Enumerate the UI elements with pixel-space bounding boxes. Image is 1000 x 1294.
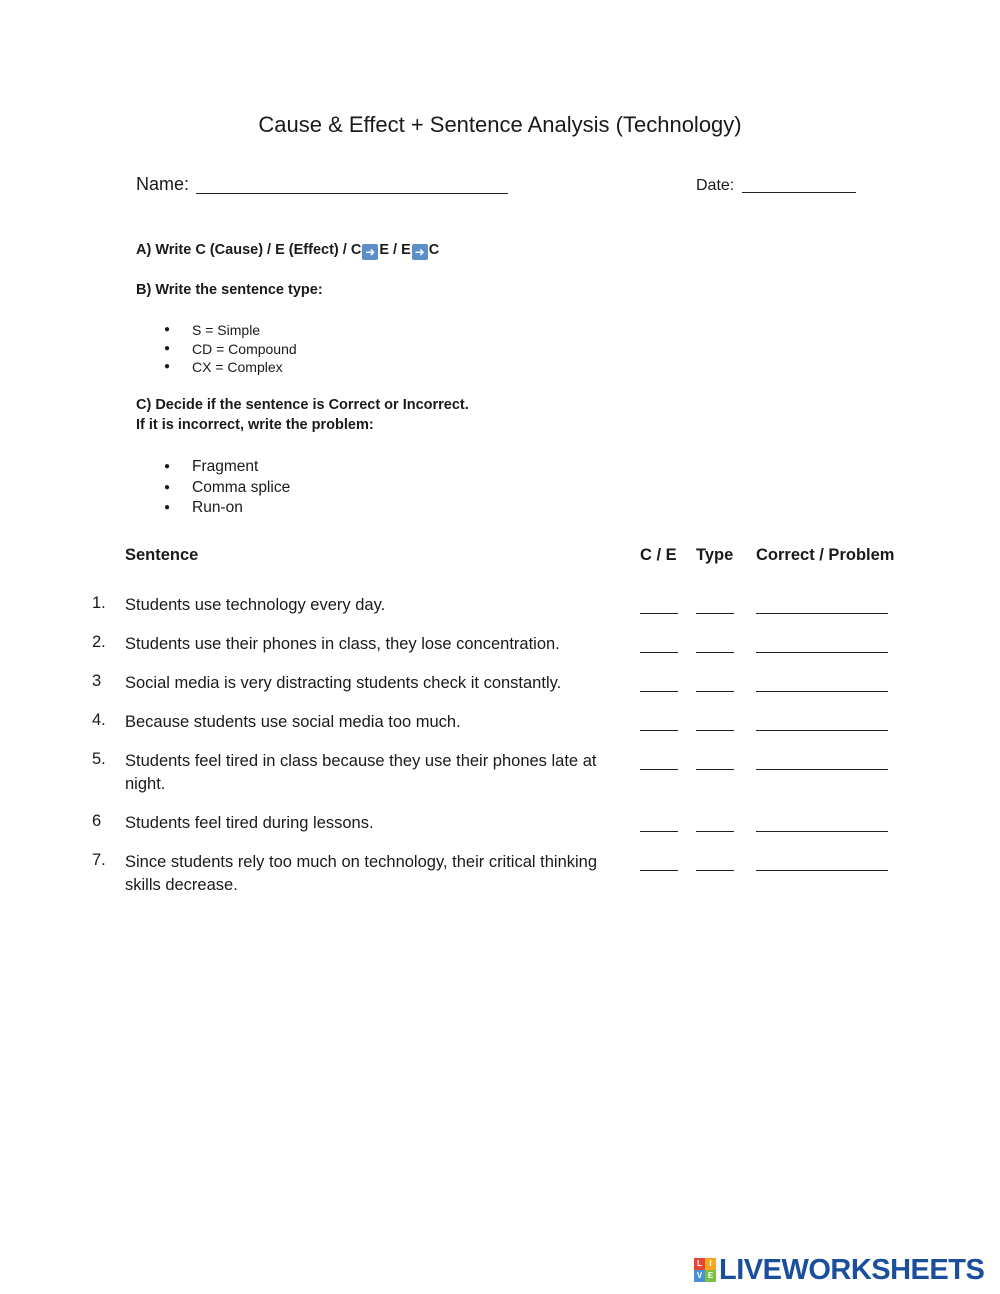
header-sentence: Sentence bbox=[125, 546, 199, 564]
ce-blank[interactable] bbox=[640, 613, 678, 614]
row-number: 1. bbox=[92, 594, 106, 612]
correct-problem-blank[interactable] bbox=[756, 652, 888, 653]
list-item: ● S = Simple bbox=[164, 321, 297, 340]
correct-problem-blank[interactable] bbox=[756, 831, 888, 832]
logo-icon-letter: V bbox=[694, 1270, 705, 1282]
type-blank[interactable] bbox=[696, 831, 734, 832]
ce-blank[interactable] bbox=[640, 769, 678, 770]
sentence-type-list bbox=[164, 321, 297, 377]
row-number: 7. bbox=[92, 851, 106, 869]
type-blank[interactable] bbox=[696, 730, 734, 731]
liveworksheets-logo-icon bbox=[694, 1258, 716, 1282]
ce-blank[interactable] bbox=[640, 870, 678, 871]
type-blank[interactable] bbox=[696, 652, 734, 653]
name-field[interactable] bbox=[196, 193, 508, 194]
correct-problem-blank[interactable] bbox=[756, 613, 888, 614]
instruction-a: A) Write C (Cause) / E (Effect) / C ➜ E / E ➜ C bbox=[136, 242, 440, 259]
row-sentence: Students feel tired in class because they use their phones late at night. bbox=[125, 752, 597, 793]
row-sentence: Students use technology every day. bbox=[125, 596, 386, 614]
logo-icon-letter: E bbox=[705, 1270, 716, 1282]
page-title: Cause & Effect + Sentence Analysis (Technology) bbox=[258, 112, 742, 137]
liveworksheets-logo bbox=[694, 1255, 984, 1285]
name-label: Name: bbox=[136, 174, 190, 194]
row-number: 6 bbox=[92, 812, 102, 830]
right-arrow-icon: ➜ bbox=[412, 244, 428, 260]
type-blank[interactable] bbox=[696, 870, 734, 871]
row-number: 5. bbox=[92, 750, 106, 768]
row-sentence: Social media is very distracting students check it constantly. bbox=[125, 674, 562, 692]
instruction-b: B) Write the sentence type: bbox=[136, 282, 323, 298]
list-item: ● Comma splice bbox=[164, 478, 290, 499]
row-sentence: Because students use social media too much. bbox=[125, 713, 461, 731]
row-number: 2. bbox=[92, 633, 106, 651]
logo-text: LIVEWORKSHEETS bbox=[719, 1253, 985, 1286]
row-number: 4. bbox=[92, 711, 106, 729]
logo-icon-letter: I bbox=[705, 1258, 716, 1270]
correct-problem-blank[interactable] bbox=[756, 730, 888, 731]
type-blank[interactable] bbox=[696, 769, 734, 770]
correct-problem-blank[interactable] bbox=[756, 691, 888, 692]
ce-blank[interactable] bbox=[640, 831, 678, 832]
header-correct-problem: Correct / Problem bbox=[756, 546, 895, 564]
logo-icon-letter: L bbox=[694, 1258, 705, 1270]
right-arrow-icon: ➜ bbox=[362, 244, 378, 260]
type-blank[interactable] bbox=[696, 613, 734, 614]
row-sentence: Since students rely too much on technology, their critical thinking skills decrease. bbox=[125, 853, 598, 894]
date-field[interactable] bbox=[742, 192, 856, 193]
date-label: Date: bbox=[696, 177, 735, 194]
correct-problem-blank[interactable] bbox=[756, 870, 888, 871]
ce-blank[interactable] bbox=[640, 730, 678, 731]
list-item: ● Run-on bbox=[164, 498, 290, 519]
instruction-c-line2: If it is incorrect, write the problem: bbox=[136, 417, 374, 433]
instruction-c-line1: C) Decide if the sentence is Correct or Incorrect. bbox=[136, 397, 469, 413]
ce-blank[interactable] bbox=[640, 691, 678, 692]
header-type: Type bbox=[696, 546, 734, 564]
row-number: 3 bbox=[92, 672, 102, 690]
list-item: ● CX = Complex bbox=[164, 358, 297, 377]
list-item: ● CD = Compound bbox=[164, 340, 297, 359]
problem-list bbox=[164, 457, 290, 519]
type-blank[interactable] bbox=[696, 691, 734, 692]
row-sentence: Students use their phones in class, they lose concentration. bbox=[125, 635, 560, 653]
correct-problem-blank[interactable] bbox=[756, 769, 888, 770]
header-ce: C / E bbox=[640, 546, 677, 564]
row-sentence: Students feel tired during lessons. bbox=[125, 814, 374, 832]
ce-blank[interactable] bbox=[640, 652, 678, 653]
list-item: ● Fragment bbox=[164, 457, 290, 478]
